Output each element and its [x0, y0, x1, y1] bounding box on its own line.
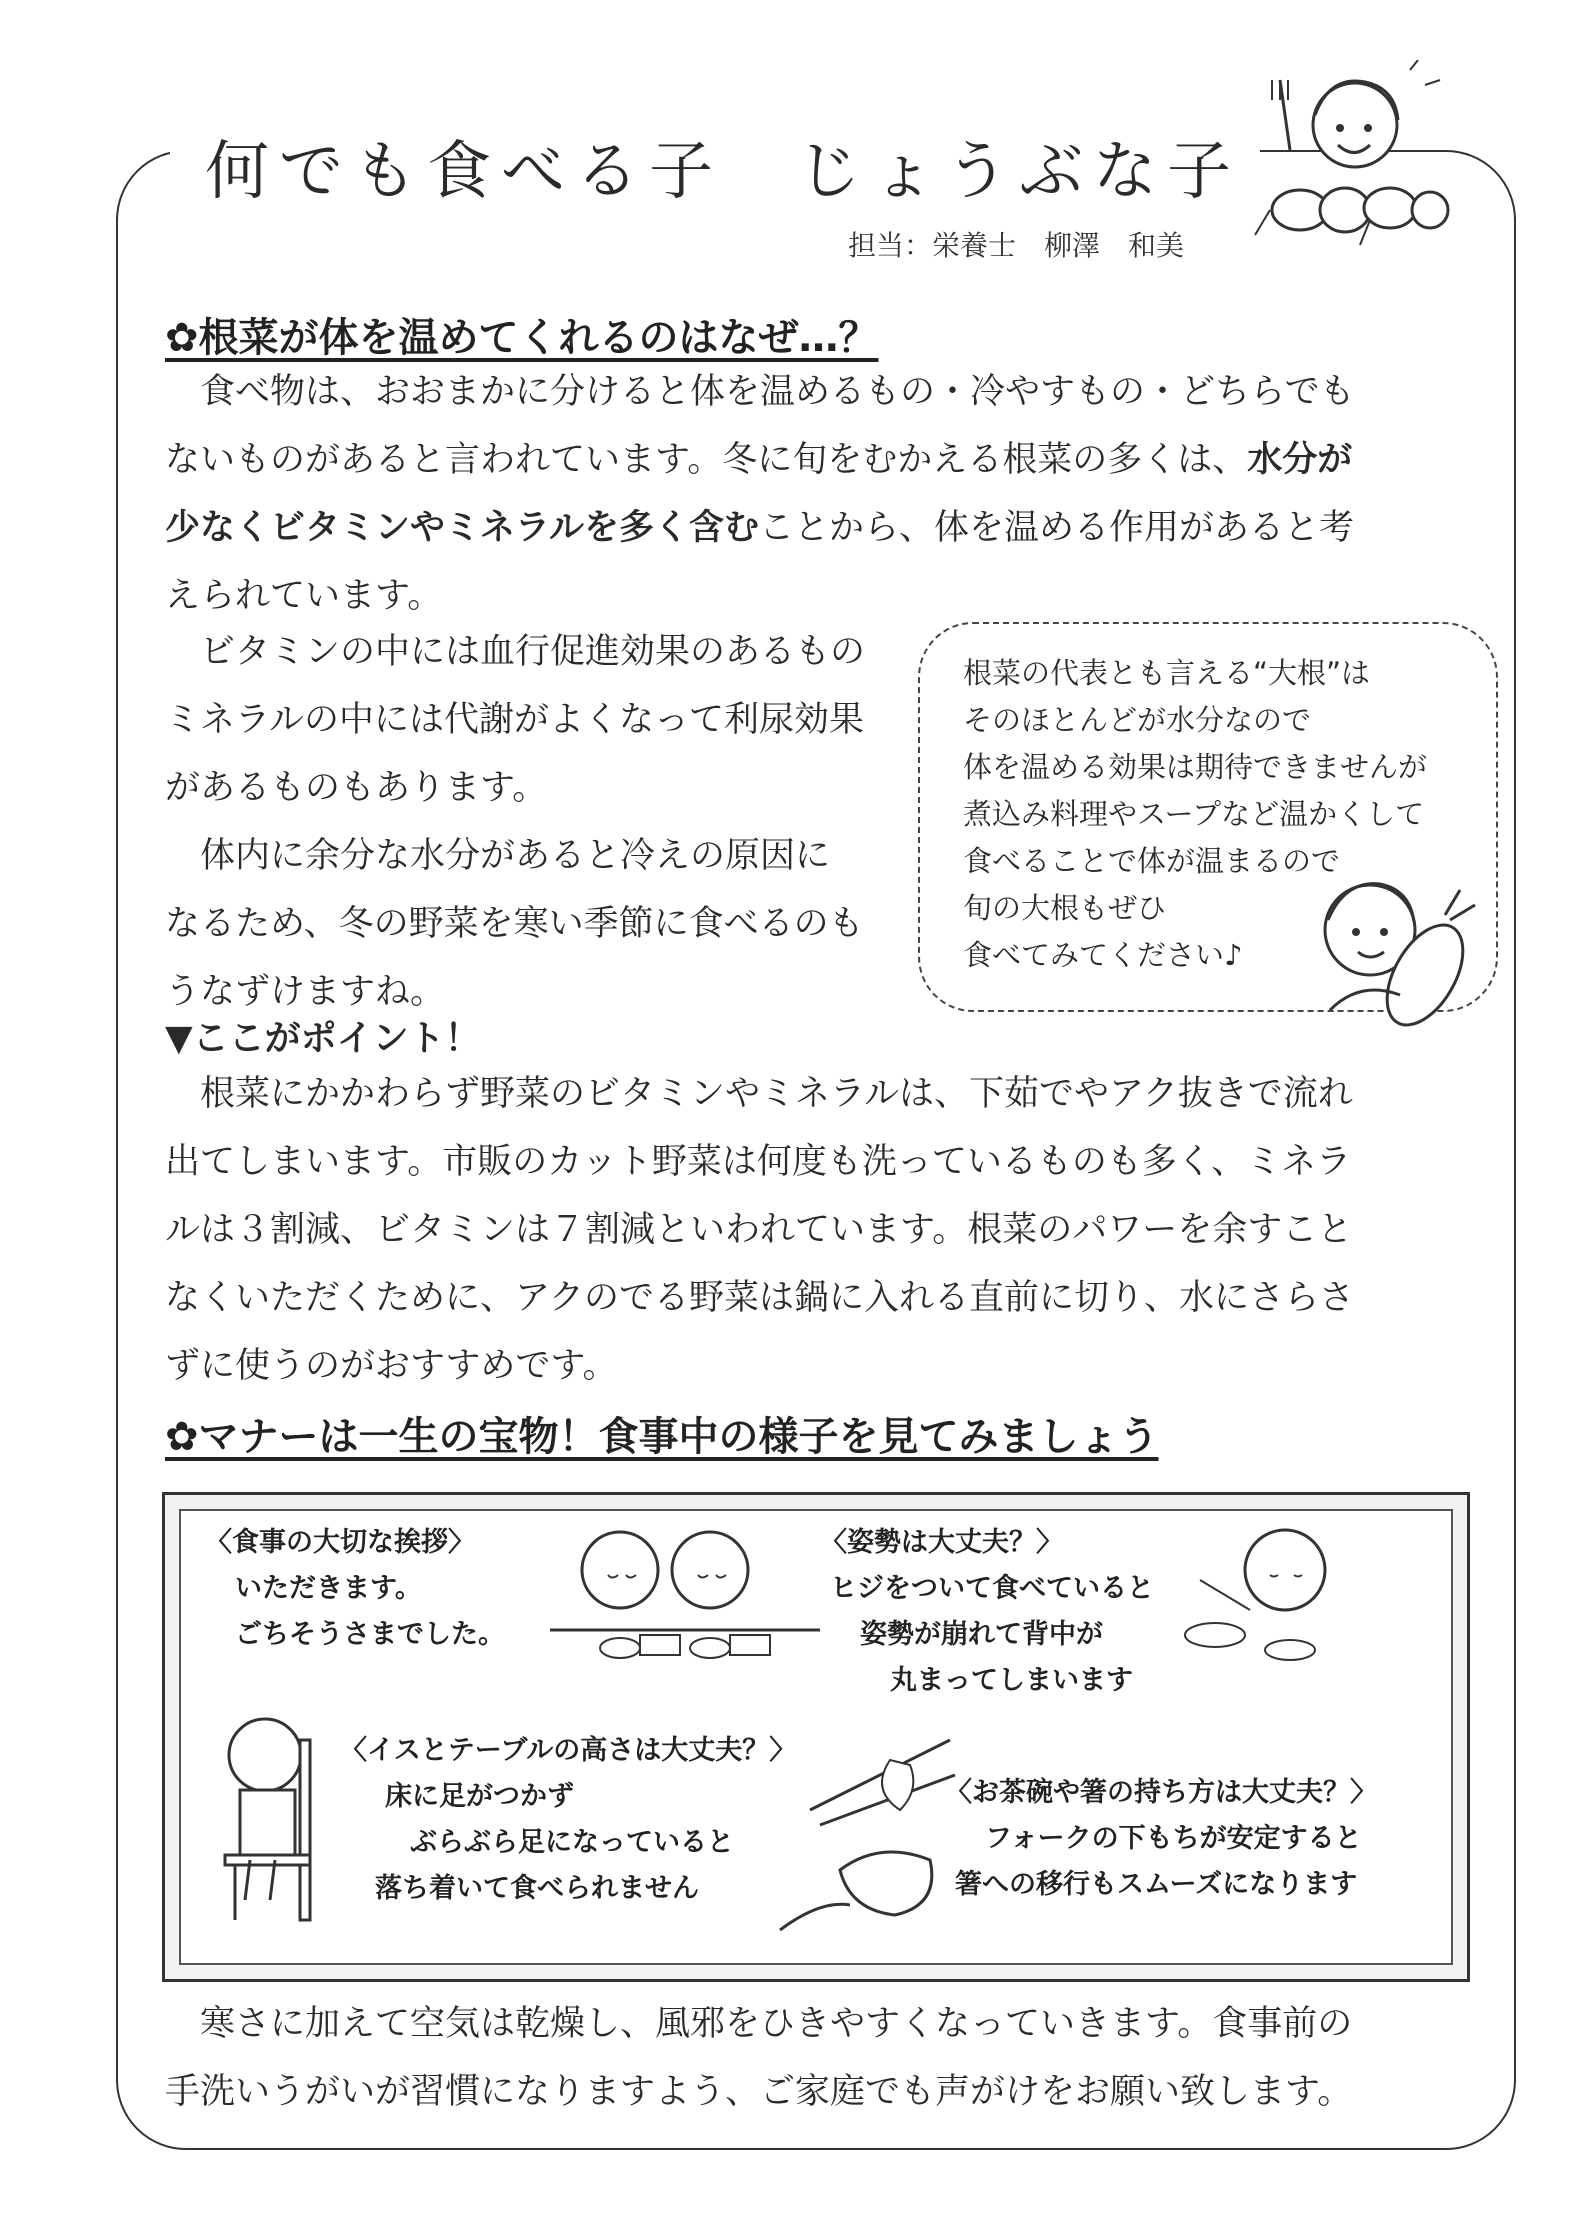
- child-with-vegetables-illustration: [1250, 60, 1450, 250]
- text-line: 根菜にかかわらず野菜のビタミンやミネラルは、下茹でやアク抜きで流れ: [165, 1074, 1353, 1114]
- text-line: があるものもあります。: [165, 768, 548, 808]
- section1-para2: [165, 618, 865, 1026]
- section1-heading: ✿根菜が体を温めてくれるのはなぜ…？: [165, 315, 879, 361]
- posture-line: ヒジをついて食べていると: [830, 1573, 1154, 1604]
- text-line: 手洗いうがいが習慣になりますよう、ご家庭でも声がけをお願い致します。: [165, 2072, 1353, 2112]
- note-line: 煮込み料理やスープなど温かくして: [963, 797, 1425, 831]
- child-on-chair-illustration: [215, 1710, 345, 1930]
- note-line: 食べることで体が温まるので: [963, 844, 1341, 878]
- children-saying-grace-illustration: [540, 1520, 830, 1670]
- section2-heading: ✿マナーは一生の宝物！食事中の様子を見てみましょう: [165, 1414, 1159, 1460]
- note-line: そのほとんどが水分なので: [963, 703, 1312, 737]
- note-line: 根菜の代表とも言える“大根”は: [963, 656, 1371, 690]
- note-line: 旬の大根もぜひ: [963, 891, 1167, 925]
- text-line: ずに使うのがおすすめです。: [165, 1346, 618, 1386]
- posture-line: 姿勢が崩れて背中が: [860, 1619, 1103, 1650]
- text-line: えられています。: [165, 576, 443, 616]
- holding-line: フォークの下もちが安定すると: [985, 1823, 1362, 1854]
- text-line: なくいただくために、アクのでる野菜は鍋に入れる直前に切り、水にさらさ: [165, 1278, 1354, 1318]
- note-line: 体を温める効果は期待できませんが: [963, 750, 1428, 784]
- greeting-line: いただきます。: [235, 1573, 422, 1604]
- page-title: 何でも食べる子 じょうぶな子: [205, 135, 1241, 209]
- chair-line: 床に足がつかず: [385, 1781, 574, 1812]
- posture-title: 〈姿勢は大丈夫？〉: [820, 1527, 1063, 1558]
- greeting-text: [205, 1520, 505, 1658]
- chair-line: ぶらぶら足になっていると: [410, 1827, 734, 1858]
- author-line: 担当：栄養士 柳澤 和美: [848, 229, 1185, 262]
- chair-text: [340, 1728, 796, 1912]
- posture-text: [820, 1520, 1154, 1704]
- text-line: ないものがあると言われています。冬に旬をむかえる根菜の多くは、水分が: [165, 440, 1353, 480]
- text-line: 食べ物は、おおまかに分けると体を温めるもの・冷やすもの・どちらでも: [165, 372, 1355, 412]
- holding-title: 〈お茶碗や箸の持ち方は大丈夫？〉: [945, 1777, 1377, 1808]
- text-line: 体内に余分な水分があると冷えの原因に: [165, 836, 831, 876]
- chair-line: 落ち着いて食べられません: [375, 1873, 699, 1904]
- note-line: 食べてみてください♪: [963, 938, 1243, 972]
- holding-line: 箸への移行もスムーズになります: [955, 1869, 1358, 1900]
- text-line: なるため、冬の野菜を寒い季節に食べるのも: [165, 904, 864, 944]
- section1-para1: [165, 358, 1355, 630]
- text-line: ルは３割減、ビタミンは７割減といわれています。根菜のパワーを余すこと: [165, 1210, 1353, 1250]
- emphasis-text: 少なくビタミンやミネラルを多く含む: [165, 508, 759, 548]
- text-line: うなずけますね。: [165, 972, 446, 1012]
- emphasis-text: 水分が: [1247, 440, 1353, 480]
- chopsticks-and-bowl-illustration: [770, 1730, 960, 1950]
- holding-text: [945, 1770, 1377, 1908]
- closing-paragraph: [165, 1990, 1352, 2126]
- text-line: 寒さに加えて空気は乾燥し、風邪をひきやすくなっていきます。食事前の: [165, 2004, 1353, 2044]
- point-heading: ▼ここがポイント！: [165, 1018, 481, 1059]
- child-holding-daikon-illustration: [1300, 870, 1480, 1030]
- section1-para3: [165, 1060, 1354, 1400]
- greeting-line: ごちそうさまでした。: [235, 1619, 505, 1650]
- text-line: ビタミンの中には血行促進効果のあるもの: [165, 632, 866, 672]
- posture-line: 丸まってしまいます: [890, 1665, 1133, 1696]
- chair-title: 〈イスとテーブルの高さは大丈夫？〉: [340, 1735, 797, 1766]
- child-leaning-on-table-illustration: [1170, 1520, 1350, 1670]
- text-line: 出てしまいます。市販のカット野菜は何度も洗っているものも多く、ミネラ: [165, 1142, 1352, 1182]
- text-line: ミネラルの中には代謝がよくなって利尿効果: [165, 700, 864, 740]
- greeting-title: 〈食事の大切な挨拶〉: [205, 1527, 475, 1558]
- text-line: 少なくビタミンやミネラルを多く含むことから、体を温める作用があると考: [165, 508, 1354, 548]
